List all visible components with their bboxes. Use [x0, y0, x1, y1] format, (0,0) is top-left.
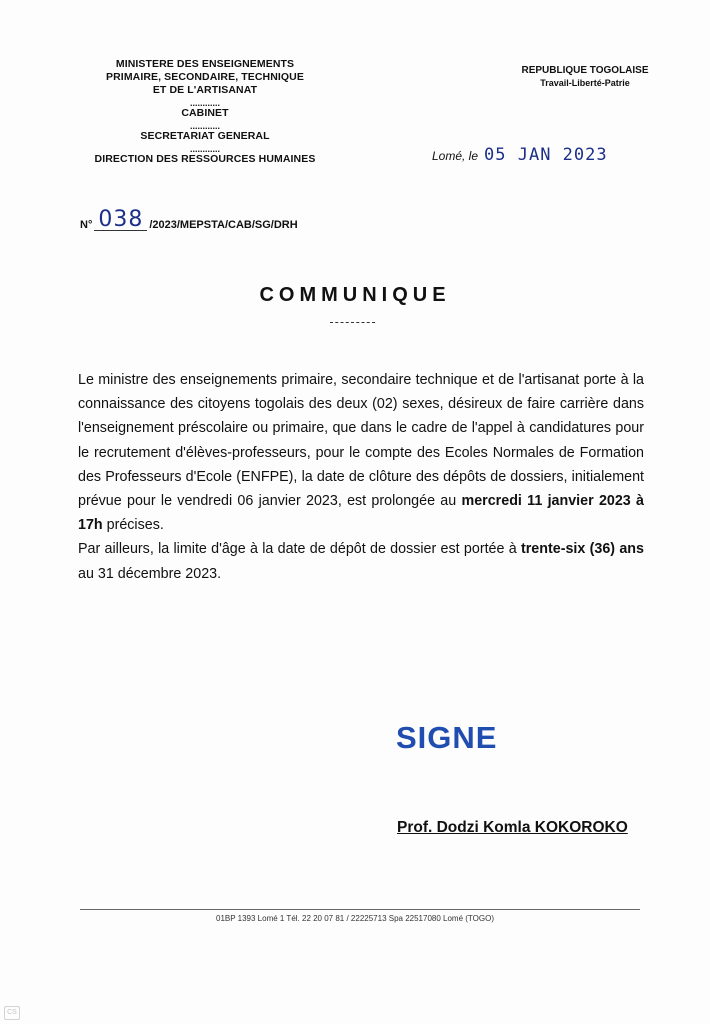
country-name: REPUBLIQUE TOGOLAISE [521, 65, 649, 76]
communique-body [78, 368, 644, 586]
separator-dots: ............ [189, 121, 220, 131]
footer-divider [80, 909, 640, 910]
scanner-watermark [4, 1006, 20, 1020]
secretariat-label: SECRETARIAT GENERAL [140, 130, 270, 142]
paragraph-1-end: précises. [102, 517, 164, 534]
national-motto: Travail-Liberté-Patrie [540, 78, 630, 88]
age-limit: trente-six (36) ans [520, 541, 644, 558]
paragraph-2 [78, 537, 644, 585]
direction-label: DIRECTION DES RESSOURCES HUMAINES [94, 153, 316, 165]
cabinet-label: CABINET [181, 107, 229, 119]
footer-contact: 01BP 1393 Lomé 1 Tél. 22 20 07 81 / 22225713 Spa 22517080 Lomé (TOGO) [216, 914, 494, 923]
new-deadline: mercredi 11 janvier 2023 à 17h [78, 493, 644, 534]
reference-suffix: /2023/MEPSTA/CAB/SG/DRH [149, 219, 298, 231]
ministry-line-1: MINISTERE DES ENSEIGNEMENTS [115, 58, 295, 70]
signed-stamp: SIGNE [396, 720, 498, 755]
title-underline [330, 322, 375, 323]
republic-header [490, 64, 680, 90]
ministry-line-3: ET DE L'ARTISANAT [152, 84, 258, 96]
signatory-name: Prof. Dodzi Komla KOKOROKO [397, 819, 628, 836]
reference-prefix: N° [80, 219, 93, 231]
separator-dots: ............ [189, 144, 220, 154]
handwritten-number: 038 [94, 210, 147, 231]
separator-dots: ............ [189, 98, 220, 108]
paragraph-2-end: au 31 décembre 2023. [78, 565, 222, 582]
date-line [432, 145, 608, 165]
reference-number [80, 207, 298, 232]
paragraph-1-text: Le ministre des enseignements primaire, secondaire technique et de l'artisanat porte à la connaissance des citoyens togolais des deux (02) sexes, désireux de faire carrière dans l'enseignement préscolaire ou primaire, que dans le cadre de l'appel à candidatures pour le recrutement d'élèves-professeurs, pour le compte des Ecoles Normales de Formation des Professeurs d'Ecole (ENFPE), la date de clôture des dépôts de dossiers, initialement prévue pour le vendredi 06 janvier 2023, est prolongée au [78, 372, 644, 510]
paragraph-1 [78, 368, 644, 537]
ministry-header [70, 58, 340, 166]
date-stamp: 05 JAN 2023 [484, 145, 608, 165]
date-label: Lomé, le [432, 149, 479, 163]
camscanner-icon: CS [4, 1006, 20, 1020]
ministry-line-2: PRIMAIRE, SECONDAIRE, TECHNIQUE [106, 71, 304, 83]
paragraph-2-text: Par ailleurs, la limite d'âge à la date de dépôt de dossier est portée à [78, 541, 521, 558]
document-title: COMMUNIQUE [259, 284, 451, 306]
